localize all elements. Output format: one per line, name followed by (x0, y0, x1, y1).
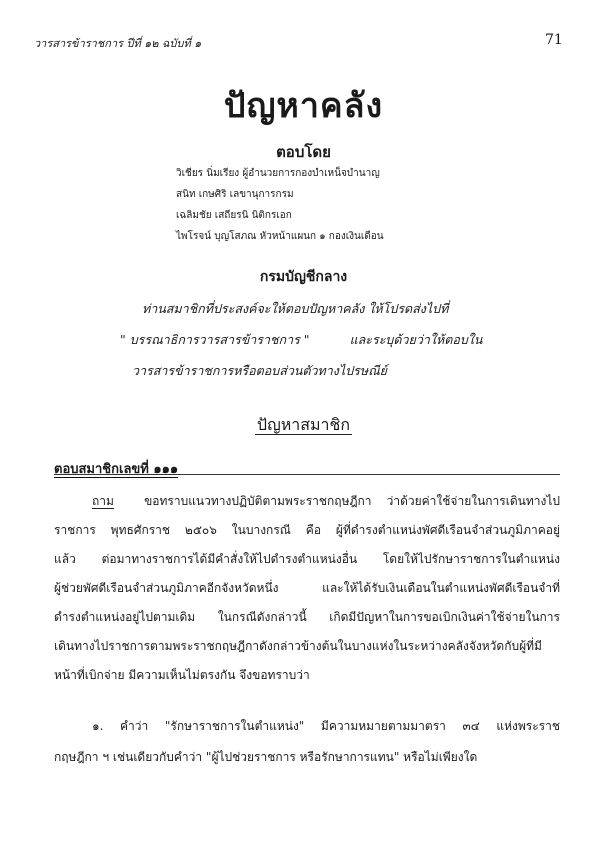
page-number: 71 (545, 32, 563, 48)
body-line: ราชการ พุทธศักราช ๒๕๐๖ ในบางกรณี คือ ผู้ที่ดำรงตำแหน่งพัศดีเรือนจำส่วนภูมิภาคอยู่ (54, 523, 560, 537)
divider (54, 474, 560, 475)
committee-list (176, 163, 384, 247)
note-line-rest: และระบุด้วยว่าให้ตอบใน (349, 332, 483, 347)
body-line: แล้ว ต่อมาทางราชการได้มีคำสั่งให้ไปดำรงตำแหน่งอื่น โดยให้ไปรักษาราชการในตำแหน่ง (54, 552, 560, 566)
note-line: ท่านสมาชิกที่ประสงค์จะให้ตอบปัญหาคลัง ให้โปรดส่งไปที่ (142, 301, 449, 316)
note-line (120, 324, 482, 355)
department-name: กรมบัญชีกลาง (259, 269, 348, 285)
question-item-1 (54, 711, 560, 773)
body-line: หน้าที่เบิกจ่าย มีความเห็นไม่ตรงกัน จึงขอทราบว่า (54, 668, 310, 682)
body-line: ผู้ช่วยพัศดีเรือนจำส่วนภูมิภาคอีกจังหวัดหนึ่ง และให้ได้รับเงินเดือนในตำแหน่งพัศดีเรือนจำที่ (54, 581, 560, 595)
answered-by-heading: ตอบโดย (276, 143, 331, 161)
item-line: กฤษฎีกา ฯ เช่นเดียวกับคำว่า "ผู้ไปช่วยราชการ หรือรักษาการแทน" หรือไม่เพียงใด (54, 750, 478, 764)
note-line: วารสารข้าราชการหรือตอบส่วนตัวทางไปรษณีย์ (132, 363, 388, 378)
note-line-quote: " บรรณาธิการวารสารข้าราชการ " (120, 332, 310, 347)
body-line: เดินทางไปราชการตามพระราชกฤษฎีกาดังกล่าวข้างต้นในบางแห่งในระหว่างคลังจังหวัดกับผู้ที่มี (54, 639, 542, 653)
question-header: ตอบสมาชิกเลขที่ ๑๑๑ (54, 462, 179, 477)
body-line: ดำรงตำแหน่งอยู่ไปตามเดิม ในกรณีดังกล่าวนี้ เกิดมีปัญหาในการขอเบิกเงินค่าใช้จ่ายในการ (54, 610, 560, 624)
committee-member: เฉลิมชัย เสถียรนิ นิติกรเอก (176, 210, 292, 221)
question-body (54, 487, 560, 690)
item-line: ๑. คำว่า "รักษาราชการในตำแหน่ง" มีความหมายตามมาตรา ๓๔ แห่งพระราช (92, 719, 560, 733)
committee-member: ไพโรจน์ บุญโสภณ หัวหน้าแผนก ๑ กองเงินเดือน (176, 231, 384, 242)
committee-member: วิเชียร นิ่มเรียง ผู้อำนวยการกองบำเหน็จบำนาญ (176, 168, 380, 179)
body-line: ถาม ขอทราบแนวทางปฏิบัติตามพระราชกฤษฎีกา ว่าด้วยค่าใช้จ่ายในการเดินทางไป (92, 494, 560, 508)
submission-note (120, 293, 482, 386)
section-title: ปัญหาสมาชิก (256, 415, 351, 434)
question-label: ถาม (92, 494, 114, 508)
page-title: ปัญหาคลัง (223, 86, 384, 126)
running-header: วารสารข้าราชการ ปีที่ ๑๒ ฉบับที่ ๑ (34, 37, 202, 50)
committee-member: สนิท เกษศิริ เลขานุการกรม (176, 189, 294, 200)
